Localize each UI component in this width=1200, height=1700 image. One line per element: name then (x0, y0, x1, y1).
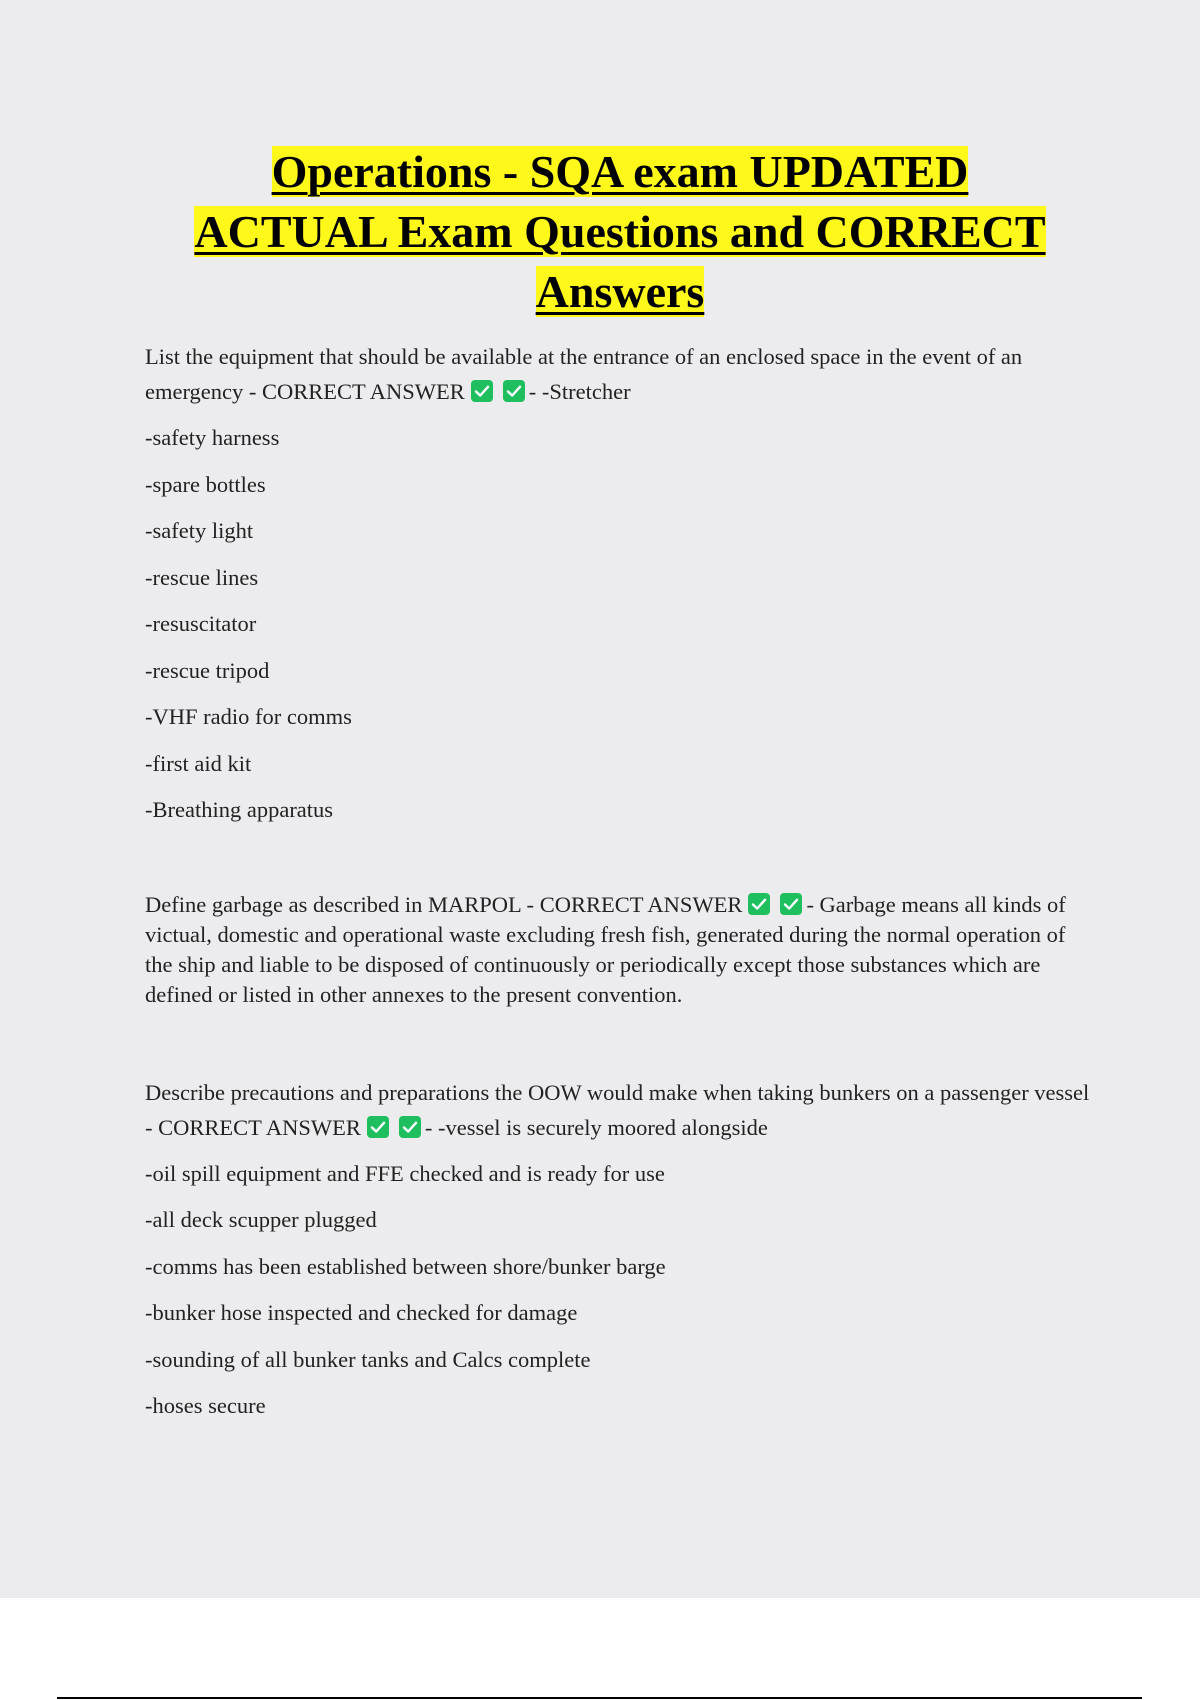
page-divider (57, 1697, 1142, 1699)
answer-1-item: -VHF radio for comms (145, 704, 352, 729)
title-line-2: ACTUAL Exam Questions and CORRECT (194, 206, 1046, 257)
answer-3-item: -hoses secure (145, 1393, 266, 1419)
question-3-text: Describe precautions and preparations the OOW would make when taking bunkers on a passenger vessel - (145, 1079, 1090, 1140)
answer-1-item: -Breathing apparatus (145, 797, 334, 822)
question-2-text: Define garbage as described in MARPOL - (145, 891, 540, 917)
question-3 (145, 1075, 1095, 1145)
check-mark-icon (503, 380, 525, 402)
answer-3-item: -bunker hose inspected and checked for damage (145, 1300, 578, 1326)
answer-1-item: -first aid kit (145, 750, 252, 776)
correct-answer-label: CORRECT ANSWER (262, 379, 465, 404)
answer-1-item: -resuscitator (145, 611, 257, 636)
answer-3-item: -all deck scupper plugged (145, 1207, 377, 1233)
question-1 (145, 339, 1095, 409)
answer-1-item: -rescue tripod (145, 657, 270, 683)
document-title (120, 142, 1120, 322)
answer-1-item: -spare bottles (145, 471, 266, 497)
answer-3-item: -oil spill equipment and FFE checked and is ready for use (145, 1160, 665, 1186)
title-line-3: Answers (535, 266, 705, 317)
correct-answer-label: CORRECT ANSWER (158, 1114, 361, 1140)
title-line-1: Operations - SQA exam UPDATED (271, 146, 969, 197)
question-2 (145, 890, 1095, 1011)
answer-1-item: -rescue lines (145, 564, 259, 590)
answer-3-item: -sounding of all bunker tanks and Calcs complete (145, 1346, 591, 1372)
question-1-text: List the equipment that should be available at the entrance of an enclosed space in the event of an emergency - (145, 344, 1023, 404)
check-mark-icon (471, 380, 493, 402)
check-mark-icon (780, 893, 802, 915)
check-mark-icon (367, 1116, 389, 1138)
answer-2-text: - Garbage means all kinds of victual, domestic and operational waste excluding fresh fish, generated during the normal operation of the ship and liable to be disposed of continuously or periodically except those substances which are defined or listed in other annexes to the present convention. (145, 891, 1066, 1008)
check-mark-icon (748, 893, 770, 915)
qa-content (145, 339, 1095, 1424)
answer-3-first-line: - -vessel is securely moored alongside (424, 1114, 768, 1140)
answer-1-item: -safety harness (145, 425, 280, 450)
check-mark-icon (399, 1116, 421, 1138)
correct-answer-label: CORRECT ANSWER (539, 891, 743, 917)
answer-3-item: -comms has been established between shore/bunker barge (145, 1253, 666, 1279)
answer-1-item: -safety light (145, 518, 254, 543)
answer-1-first-line: - -Stretcher (528, 379, 631, 404)
